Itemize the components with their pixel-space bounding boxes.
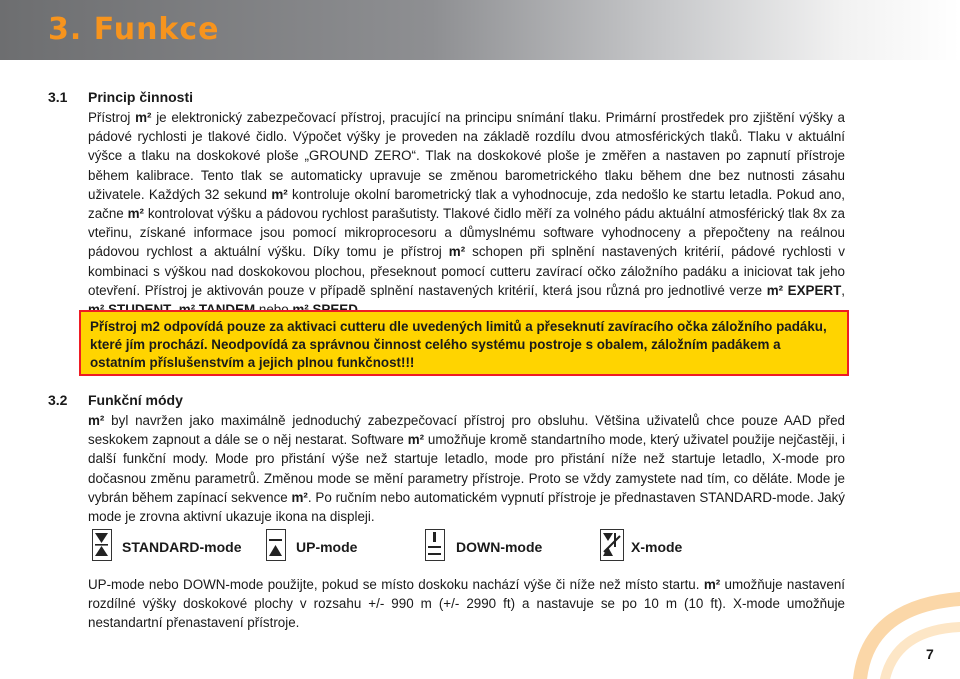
x-mode-icon	[600, 529, 624, 561]
section-title-funkcni-mody: Funkční módy	[88, 392, 183, 408]
section-title-princip: Princip činnosti	[88, 89, 194, 105]
mode-label-down: DOWN-mode	[456, 539, 543, 555]
modes-description-paragraph	[88, 575, 845, 633]
text-fragment: UP-mode nebo DOWN-mode použijte, pokud se místo doskoku nachází výše či níže než místo startu.	[88, 577, 704, 592]
down-mode-glyph	[426, 530, 443, 559]
brand-mark: m²	[291, 489, 308, 505]
text-fragment: je elektronický zabezpečovací přístroj, pracující na principu snímání tlaku. Primární prostředek pro zjištění výšky a pádové rychlosti je tlakové čidlo. Výpočet výšky je proveden na základě rozdílu dvou atmosférických tlaků. Tlaku v aktuální výšce a tlaku na doskokové ploše „GROUND ZERO“. Tlak na doskokové ploše je změřen a nastaven po zapnutí přístroje během kalibrace. Tento tlak se automaticky upravuje se změnou barometrického tlaku během dne bez nutnosti zásahu uživatele. Každých 32 sekund	[88, 110, 845, 202]
standard-mode-glyph	[93, 530, 110, 559]
brand-mark: m²	[135, 110, 152, 125]
text-fragment: . Po ručním nebo automatickém vypnutí přístroje je přednastaven STANDARD-mode. Jaký mode je zrovna aktivní ukazuje ikona na displeji.	[88, 489, 845, 525]
text-fragment: schopen při splnění nastavených kritérií, pádové rychlosti v kombinaci s výškou nad doskokovou plochou, přeseknout pomocí cutteru zavírací očko záložního padáku a iniciovat tak jeho otevření. Přístroj je aktivován pouze v případě splnění nastavených kritérií, která jsou různá pro jednotlivé verze	[88, 244, 845, 298]
decorative-swirl-icon	[850, 589, 960, 679]
text-fragment: umožňuje kromě standartního mode, který uživatel použije nejčastěji, i další funkční mody. Mode pro přistání výše než startuje letadlo, mode pro přistání níže než startuje letadlo, X-mode pro dočasnou změnu parametrů. Změnou mode se mění parametry přístroje. Proto se vždy zamystete nad tím, co děláte. Mode je vybrán během zapínací sekvence	[88, 432, 845, 505]
section-3-1-paragraph	[88, 108, 845, 319]
up-mode-glyph	[267, 530, 284, 559]
chapter-title: 3. Funkce	[48, 12, 220, 47]
brand-mark: m²	[448, 244, 466, 260]
page-number: 7	[926, 646, 934, 662]
brand-mark: m²	[88, 413, 105, 428]
mode-label-standard: STANDARD-mode	[122, 539, 242, 555]
text-fragment: kontroluje okolní barometrický tlak a vyhodnocuje, zda nedošlo ke startu letadla. Pokud ano, začne	[88, 186, 846, 222]
up-mode-icon	[266, 529, 286, 561]
version-expert: m² EXPERT	[766, 282, 842, 298]
mode-label-x: X-mode	[631, 539, 683, 555]
text-fragment: Přístroj	[88, 110, 136, 125]
warning-box: Přístroj m2 odpovídá pouze za aktivaci cutteru dle uvedených limitů a přeseknutí zavíracího očka záložního padáku, které jím prochází. Neodpovídá za správnou činnost celého systému postroje s obalem, záložním padákem a ostatním příslušenstvím a jejich plnou funkčnost!!!	[79, 310, 849, 376]
text-fragment: umožňuje nastavení rozdílné výšky doskokové plochy v rozsahu +/- 990 m (+/- 2990 ft) a nastavuje se po 10 m (10 ft). X-mode umožňuje nestandartní přenastavení přístroje.	[88, 577, 845, 631]
x-mode-glyph	[601, 530, 622, 559]
text-fragment: ,	[841, 282, 845, 298]
header-banner	[0, 0, 960, 60]
standard-mode-icon	[92, 529, 112, 561]
text-fragment: kontrolovat výšku a pádovou rychlost parašutisty. Tlakové čidlo měří za volného pádu aktuální atmosférický tlak 8x za vteřinu, získané informace jsou pomocí mikroprocesoru a důmyslnému software vyhodnoceny a přepočteny na reálnou pádovou rychlost a aktuální výšku. Díky tomu je přístroj	[88, 206, 845, 260]
down-mode-icon	[425, 529, 445, 561]
brand-mark: m²	[127, 206, 144, 222]
section-3-2-paragraph	[88, 411, 845, 526]
section-number-3-2: 3.2	[48, 392, 68, 408]
brand-mark: m²	[407, 432, 425, 448]
brand-mark: m²	[703, 577, 721, 592]
section-number-3-1: 3.1	[48, 89, 68, 105]
mode-label-up: UP-mode	[296, 539, 358, 555]
text-fragment: byl navržen jako maximálně jednoduchý zabezpečovací přístroj pro obsluhu. Většina uživatelů chce pouze AAD před seskokem zapnout a dále se o něj nestarat. Software	[88, 413, 845, 448]
brand-mark: m²	[271, 186, 288, 202]
